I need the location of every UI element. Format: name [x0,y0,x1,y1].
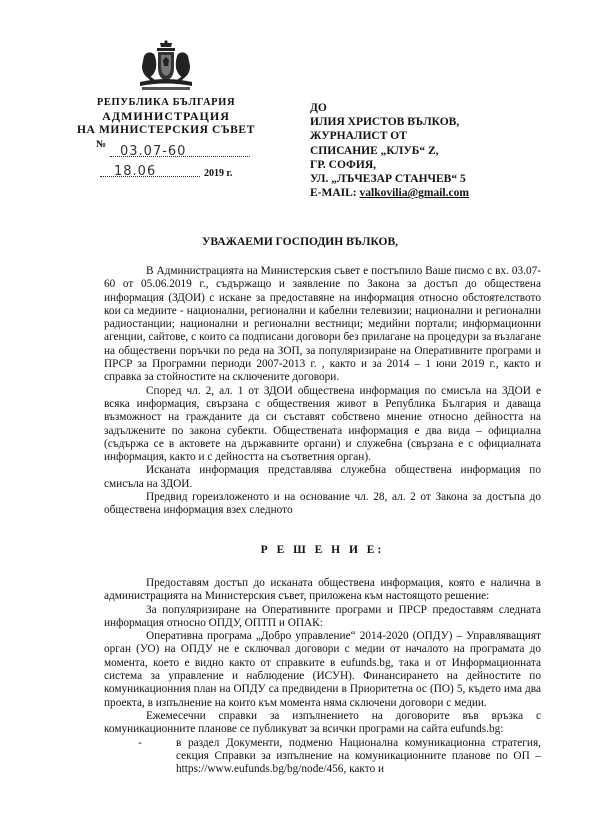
decision-heading: Р Е Ш Е Н И Е: [260,543,385,556]
coat-of-arms-icon [136,40,196,92]
org-line-1: РЕПУБЛИКА БЪЛГАРИЯ [96,97,236,108]
org-line-3: НА МИНИСТЕРСКИЯ СЪВЕТ [77,124,255,136]
date-handwritten: 18.06 [114,164,157,179]
email-label: E-MAIL: [310,187,357,200]
registration-number-line [72,139,260,161]
recipient-line: СПИСАНИЕ „КЛУБ“ Z, [310,144,439,157]
registration-date-line [72,161,260,181]
paragraph: Исканата информация представлява служебна обществена информация по смисъла на ЗДОИ. [104,464,541,490]
paragraph: За популяризиране на Оперативните програми и ПРСР предоставям следната информация относно ОПДУ, ОПТП и ОПАК: [104,603,541,629]
recipient-line: ДО [310,102,327,114]
reg-number-label: № [96,139,107,150]
recipient-email-line [310,186,469,200]
paragraph: Ежемесечни справки за изпълнението на договорите във връзка с комуникационните планове се публикуват за всички програми на сайта eufunds.bg: [104,709,541,736]
bullet-text: в раздел Документи, подменю Национална комуникационна стратегия, секция Справки за изпълнение на комуникационните планове по ОП – https://www.eufunds.bg/bg/node/456, както и [176,736,541,776]
year-suffix: 2019 г. [204,168,233,179]
org-line-2: АДМИНИСТРАЦИЯ [102,109,230,123]
letter-body [104,265,541,776]
paragraph: Предоставям достъп до исканата обществена информация, която е налична в администрацията на Министерския съвет, приложена към настоящото решение: [104,576,541,603]
bullet-item [104,737,541,777]
email-link[interactable]: valkovilia@gmail.com [359,187,469,200]
salutation: УВАЖАЕМИ ГОСПОДИН ВЪЛКОВ, [201,236,399,248]
recipient-line: ГР. СОФИЯ, [310,158,377,171]
paragraph: Предвид гореизложеното и на основание чл. 28, ал. 2 от Закона за достъпа до обществена информация взех следното [104,491,541,517]
paragraph: В Администрацията на Министерския съвет е постъпило Ваше писмо с вх. 03.07-60 от 05.06.2019 г., съдържащо и заявление по Закона за достъп до обществена информация (ЗДОИ) с искане за предоставяне на информация относно обстоятелството кои са медиите - национални, регионални и кабелни телевизии; национални и регионални радиостанции; национални и регионални вестници; медийни портали; информационни агенции, сайтове, с които са подписани договори без прилагане на процедури за възлагане на обществени поръчки по реда на ЗОП, за популяризиране на Оперативните програми и ПРСР за Програмни периоди 2007-2013 г. , както и за 2014 – 1 юни 2019 г., както и справка за стойностите на сключените договори. [104,265,541,384]
recipient-block [310,101,469,200]
recipient-line: ИЛИЯ ХРИСТОВ ВЪЛКОВ, [310,116,460,129]
reg-number-handwritten: 03.07-60 [120,144,187,159]
paragraph: Оперативна програма „Добро управление“ 2014-2020 (ОПДУ) – Управляващият орган (УО) на ОПДУ не е сключвал договори с медии от началото на програмата до момента, което е видно както от справките в eufunds.bg, така и от Информационната система за управление и наблюдение (ИСУН). Финансирането на дейностите по комуникационния план на ОПДУ са предвидени в Приоритетна ос (ПО) 5, където има два проекта, в изпълнение на които към момента няма сключени договори с медии. [104,630,541,709]
paragraph: Според чл. 2, ал. 1 от ЗДОИ обществена информация по смисъла на ЗДОИ е всяка информация, свързана с обществения живот в Република България и даваща възможност на гражданите да си съставят собствено мнение относно дейността на задължените по закона субекти. Обществената информация е два вида – официална (съдържа се в актовете на държавните органи) и служебна (свързана е с официалната информация, както и с дейността на съответния орган). [104,384,541,464]
bullet-marker: - [138,736,142,749]
sender-block [72,40,260,181]
recipient-line: ЖУРНАЛИСТ ОТ [310,130,407,143]
recipient-line: УЛ. „ЛЪЧЕЗАР СТАНЧЕВ“ 5 [310,173,466,186]
